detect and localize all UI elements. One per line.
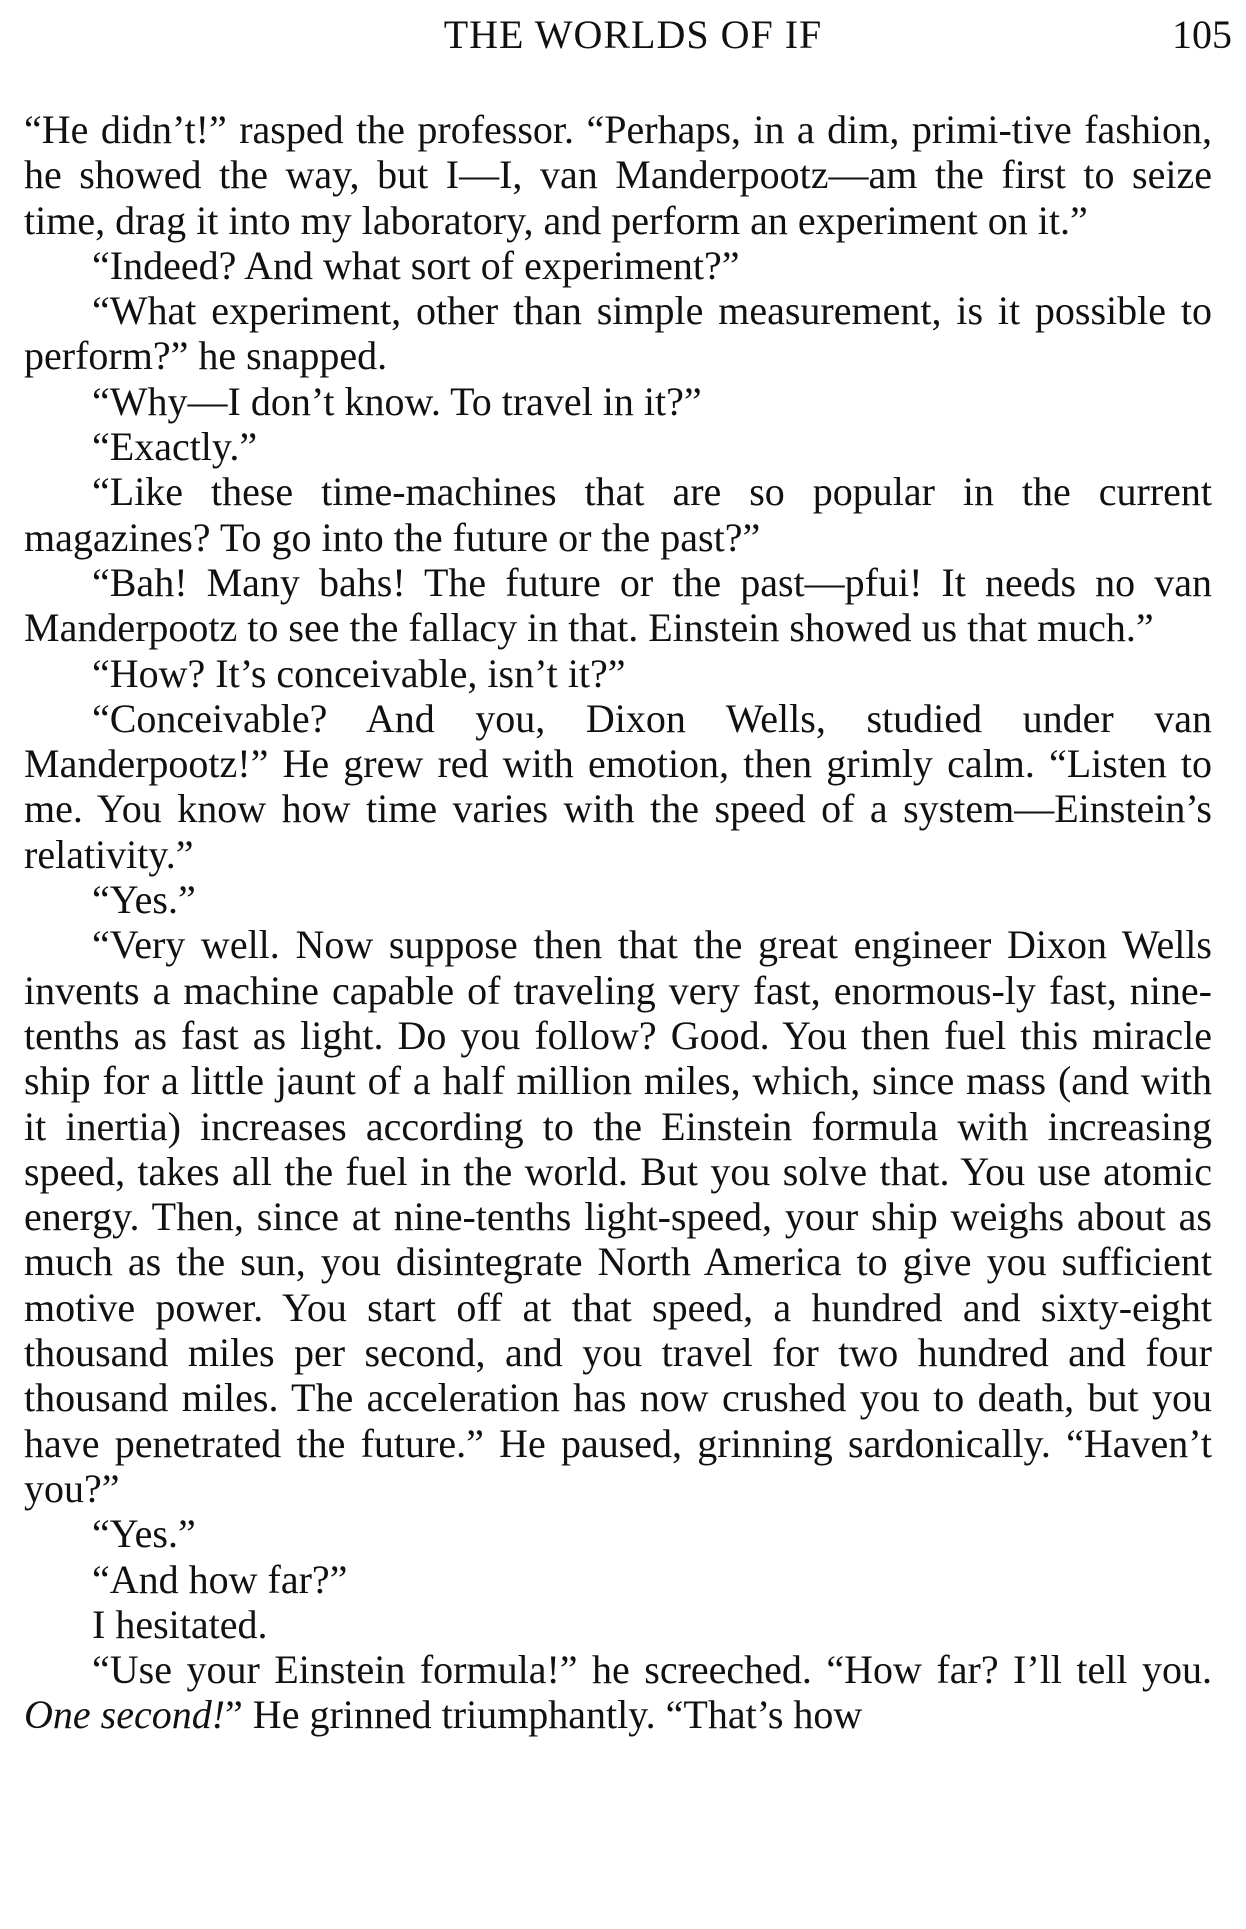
paragraph: “And how far?” [92,1556,348,1602]
paragraph: “Exactly.” [92,424,258,470]
paragraph: “Very well. Now suppose then that the great engineer Dixon Wells invents a machine capable of traveling very fast, enormous-ly fast, nine-tenths as fast as light. Do you follow? Good. You then fuel this miracle ship for a little jaunt of a half million miles, which, since mass (and with it inertia) increases according to the Einstein formula with increasing speed, takes all the fuel in the world. But you solve that. You use atomic energy. Then, since at nine-tenths light-speed, your ship weighs about as much as the sun, you disintegrate North America to give you sufficient motive power. You start off at that speed, a hundred and sixty-eight thousand miles per second, and you travel for two hundred and four thousand miles. The acceleration has now crushed you to death, but you have penetrated the future.” He paused, grinning sardonically. “Haven’t you?” [24,922,1212,1511]
running-title: THE WORLDS OF IF [443,12,823,57]
running-head [20,10,1246,60]
emphasized-text: One second! [24,1692,226,1738]
paragraph: “Yes.” [92,877,196,923]
paragraph-last [24,1647,1212,1738]
paragraph: I hesitated. [92,1601,268,1647]
text-run: “Use your Einstein formula!” he screeched. “How far? I’ll tell you. [92,1647,1212,1693]
paragraph: “Like these time-machines that are so popular in the current magazines? To go into the future or the past?” [24,469,1212,560]
body-text [24,107,1212,1738]
paragraph: “Yes.” [92,1511,196,1557]
paragraph: “What experiment, other than simple measurement, is it possible to perform?” he snapped. [24,288,1212,379]
text-run: ” He grinned triumphantly. “That’s how [225,1692,863,1738]
paragraph: “He didn’t!” rasped the professor. “Perhaps, in a dim, primi-tive fashion, he showed the way, but I—I, van Manderpootz—am the first to seize time, drag it into my laboratory, and perform an experiment on it.” [24,107,1212,243]
page-number: 105 [1172,12,1232,57]
paragraph: “Indeed? And what sort of experiment?” [92,242,740,288]
paragraph: “Conceivable? And you, Dixon Wells, studied under van Manderpootz!” He grew red with emotion, then grimly calm. “Listen to me. You know how time varies with the speed of a system—Einstein’s relativity.” [24,695,1212,877]
paragraph: “How? It’s conceivable, isn’t it?” [92,650,626,696]
paragraph: “Bah! Many bahs! The future or the past—pfui! It needs no van Manderpootz to see the fallacy in that. Einstein showed us that much.” [24,559,1212,651]
paragraph: “Why—I don’t know. To travel in it?” [92,378,702,424]
